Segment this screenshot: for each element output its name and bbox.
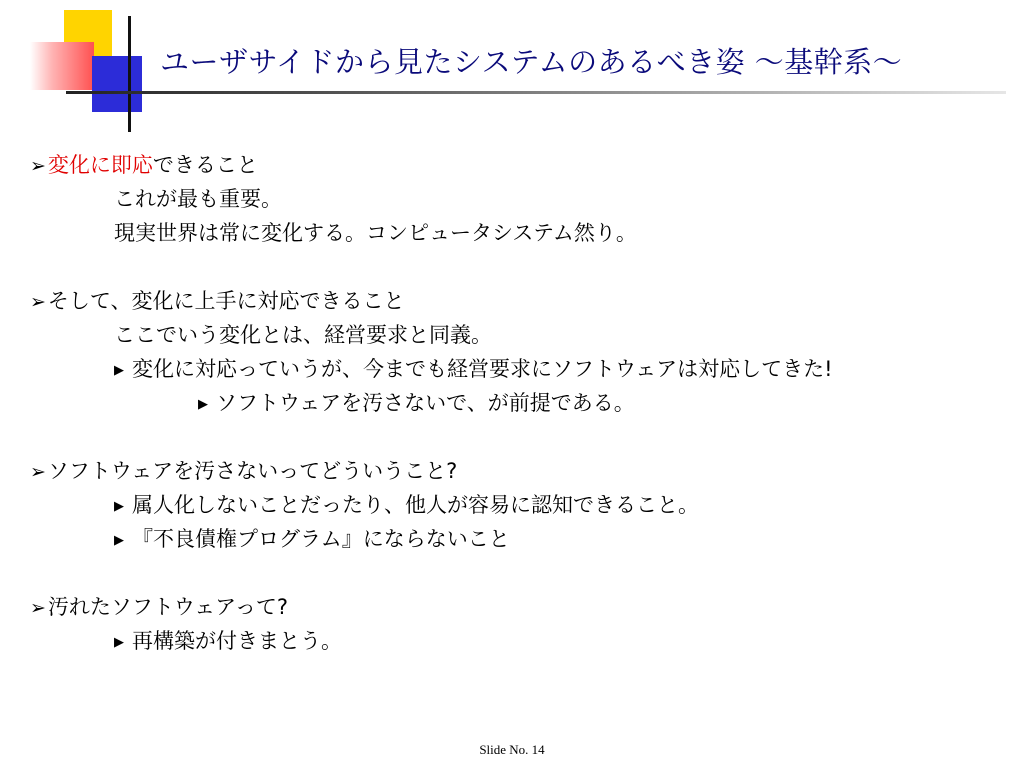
slide-content bbox=[30, 148, 1010, 658]
spacer bbox=[30, 556, 1010, 590]
title-underline bbox=[66, 91, 1006, 94]
slide-title: ユーザサイドから見たシステムのあるべき姿 〜基幹系〜 bbox=[160, 45, 903, 79]
bullet-line bbox=[30, 624, 1010, 658]
bullet-line bbox=[30, 522, 1010, 556]
section-heading bbox=[30, 590, 1010, 624]
bullet-text: ソフトウェアを汚さないで、が前提である。 bbox=[216, 391, 635, 415]
bullet-text: 再構築が付きまとう。 bbox=[132, 629, 342, 653]
slide-logo bbox=[0, 0, 160, 140]
bullet-line bbox=[30, 488, 1010, 522]
body-line: 現実世界は常に変化する。コンピュータシステム然り。 bbox=[114, 221, 637, 245]
slide-number: Slide No. 14 bbox=[479, 742, 545, 757]
triangle-bullet-icon: ▶ bbox=[114, 635, 124, 650]
arrow-bullet-icon: ➢ bbox=[30, 155, 46, 177]
bullet-text: 変化に対応っていうが、今までも経営要求にソフトウェアは対応してきた! bbox=[132, 357, 833, 381]
body-line: これが最も重要。 bbox=[114, 187, 282, 211]
heading-text: ソフトウェアを汚さないってどういうこと? bbox=[47, 459, 458, 483]
arrow-bullet-icon: ➢ bbox=[30, 461, 46, 483]
arrow-bullet-icon: ➢ bbox=[30, 597, 46, 619]
logo-vertical-line bbox=[128, 16, 131, 132]
section-heading bbox=[30, 148, 1010, 182]
spacer bbox=[30, 420, 1010, 454]
arrow-bullet-icon: ➢ bbox=[30, 291, 46, 313]
heading-highlight: 変化に即応 bbox=[47, 153, 153, 177]
section-heading bbox=[30, 284, 1010, 318]
heading-text: できること bbox=[152, 153, 258, 177]
logo-blue-square bbox=[92, 56, 142, 112]
bullet-line bbox=[30, 352, 1010, 386]
bullet-text: 属人化しないことだったり、他人が容易に認知できること。 bbox=[132, 493, 699, 517]
triangle-bullet-icon: ▶ bbox=[114, 363, 124, 378]
sub-bullet-line bbox=[30, 386, 1010, 420]
triangle-bullet-icon: ▶ bbox=[114, 533, 124, 548]
logo-red-gradient bbox=[30, 42, 94, 90]
body-line: ここでいう変化とは、経営要求と同義。 bbox=[114, 323, 492, 347]
triangle-bullet-icon: ▶ bbox=[198, 397, 208, 412]
section-heading bbox=[30, 454, 1010, 488]
triangle-bullet-icon: ▶ bbox=[114, 499, 124, 514]
bullet-text: 『不良債権プログラム』にならないこと bbox=[132, 527, 510, 551]
heading-text: そして、変化に上手に対応できること bbox=[47, 289, 405, 313]
heading-text: 汚れたソフトウェアって? bbox=[47, 595, 288, 619]
spacer bbox=[30, 250, 1010, 284]
